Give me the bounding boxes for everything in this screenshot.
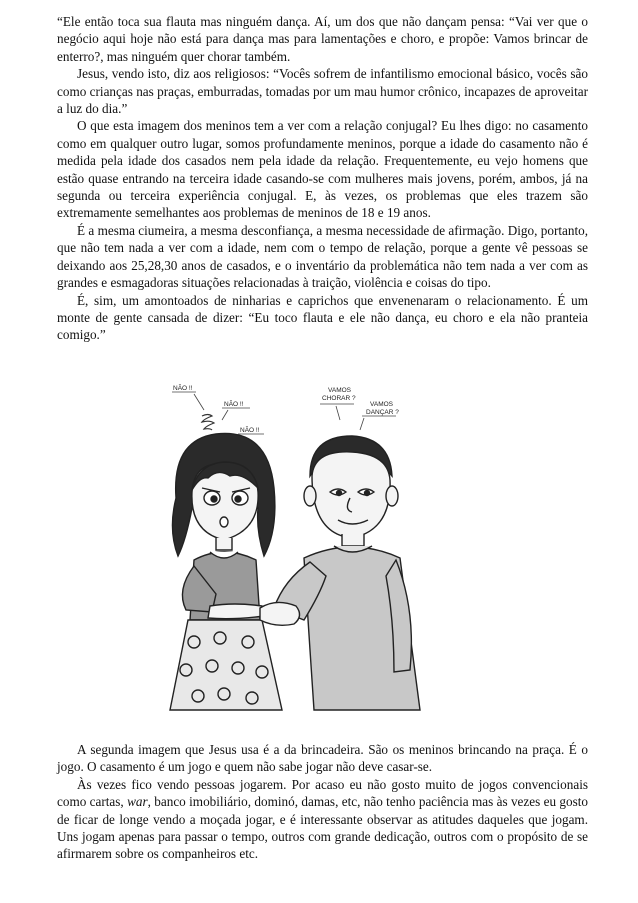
- girl-bubble-3: NÃO !!: [240, 427, 260, 434]
- girl-bubble-1: NÃO !!: [173, 385, 193, 392]
- boy-figure: [260, 436, 420, 710]
- paragraph-5: É, sim, um amontoados de ninharias e caprichos que envenenaram o relacionamento. É um monte de gente cansada de dizer: “Eu toco flauta e ele não dança, eu choro e ela não pranteia comigo.”: [57, 292, 588, 343]
- bottom-text-block: [57, 741, 588, 863]
- paragraph-7-part-2: , banco imobiliário, dominó, damas, etc, não tenho paciência mas às vezes eu gosto de ficar de longe vendo a moçada jogar, e é interessante observar as atitudes daqueles que jogam. Uns jogam apenas para passar o tempo, outros com grande dedicação, outros com o propósito de se afirmarem sobre os companheiros etc.: [57, 794, 589, 862]
- paragraph-4: É a mesma ciumeira, a mesma desconfiança, a mesma necessidade de afirmação. Digo, portanto, que não tem nada a ver com a idade, nem com o tempo de relação, porque a gente vê pessoas se deixando aos 25,28,30 anos de casados, e o inventário da problemática não tem nada a ver com as grandes e esmagadoras situações relacionadas à traição, violência e coisas do tipo.: [57, 222, 588, 291]
- cartoon-illustration: [164, 380, 494, 730]
- paragraph-1: “Ele então toca sua flauta mas ninguém dança. Aí, um dos que não dançam pensa: “Vai ver que o negócio aqui hoje não está para dança mas para lamentações e choro, e propõe: Vamos brincar de enterro?, mas ninguém quer chorar também.: [57, 14, 588, 64]
- couple-drawing: [164, 380, 494, 730]
- anger-scribble-icon: [202, 415, 214, 431]
- paragraph-7-italic-war: war: [127, 794, 148, 810]
- top-text-block: [57, 13, 588, 344]
- paragraph-3: O que esta imagem dos meninos tem a ver com a relação conjugal? Eu lhes digo: no casamento como em qualquer outro lugar, somos profundamente meninos, porque a idade do casamento não é medida pela idade dos casados nem pela idade da relação. Frequentemente, eu vejo homens que estão quase entrando na terceira idade casando-se com mulheres mais jovens, porém, ambos, já na segunda ou terceira experiência conjugal. E, às vezes, os problemas que eles trazem são extremamente semelhantes aos problemas de meninos de 18 e 19 anos.: [57, 118, 588, 221]
- paragraph-2: Jesus, vendo isto, diz aos religiosos: “Vocês sofrem de infantilismo emocional básico, vocês são como crianças nas praças, emburradas, tomadas por um mau humor crônico, incapazes de aproveitar a luz do dia.”: [57, 66, 588, 117]
- boy-bubble-2: VAMOS DANÇAR ?: [366, 401, 399, 416]
- girl-bubble-2: NÃO !!: [224, 401, 244, 408]
- paragraph-7: [57, 776, 588, 863]
- boy-bubble-1: VAMOS CHORAR ?: [322, 387, 356, 402]
- paragraph-7-part-1: Às vezes fico vendo pessoas jogarem. Por acaso eu não gosto muito de jogos convencionais como cartas,: [57, 776, 588, 810]
- girl-figure: [170, 433, 282, 710]
- paragraph-6: A segunda imagem que Jesus usa é a da brincadeira. São os meninos brincando na praça. É o jogo. O casamento é um jogo e quem não sabe jogar não deve casar-se.: [57, 742, 588, 775]
